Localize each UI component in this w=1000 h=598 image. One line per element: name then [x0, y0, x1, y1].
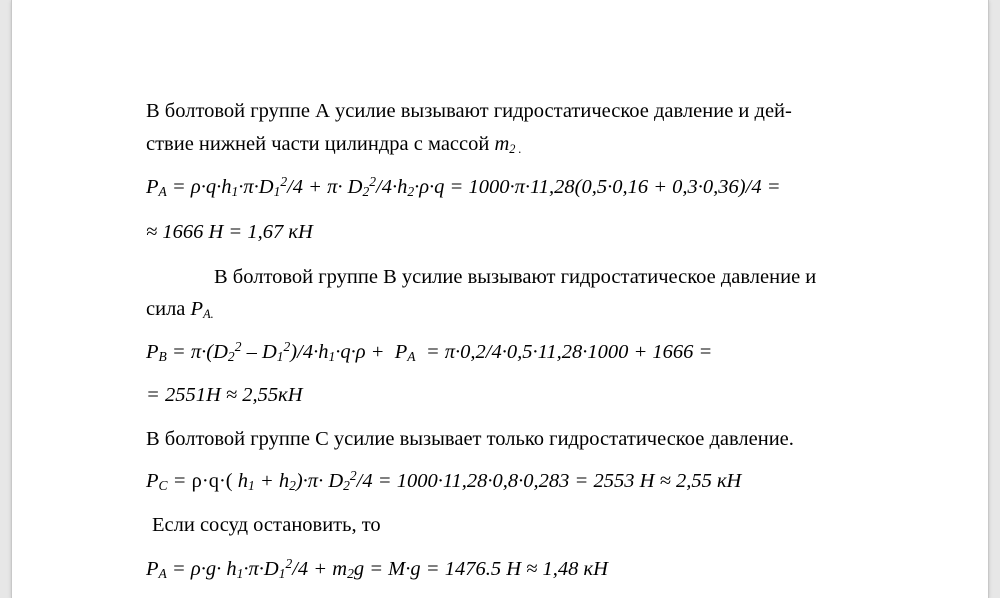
formula-pb: $P_B = \pi\cdot(D_2^2 - D_1^2)/4\cdot h_1\cdot q\cdot\rho + P_A = \pi\cdot 0,2/4\cdot 0,5\cdot 11,28\cdot 1000 + 1666$ = [146, 338, 713, 365]
text-line-1 [146, 100, 792, 124]
mass-symbol: $m_{2 .}$ [494, 133, 522, 157]
text-line-4-content: сила [146, 298, 191, 320]
formula-pa: $P_A = \rho\cdot q\cdot h_1\cdot\pi\cdot D_1^2/4 + \pi\cdot D_2^2/4\cdot h_2\cdot\rho\cdot q = 1000\cdot\pi\cdot 11,28(0,5\cdot 0,16 + 0,3\cdot 0,36)/4$ = [146, 173, 781, 200]
text-line-2-content: ствие нижней части цилиндра с массой [146, 133, 495, 155]
document-page [12, 0, 988, 598]
pa-symbol: $P_{A.}$ [190, 298, 214, 322]
formula-pa-stopped: $P_A = \rho\cdot g\cdot h_1\cdot\pi\cdot D_1^2/4 + m_2g = M\cdot g = 1476.5$ Н ≈ 1,48 кН [146, 555, 608, 582]
text-line-5-content: В болтовой группе С усилие вызывает только гидростатическое давление. [146, 428, 794, 450]
formula-pa-result: ≈ 1666 Н = 1,67 кН [146, 221, 313, 243]
text-line-3 [214, 266, 816, 290]
text-line-1-content: В болтовой группе А усилие вызывают гидростатическое давление и дей- [146, 100, 792, 122]
text-line-5 [146, 428, 794, 452]
text-line-3-content: В болтовой группе В усилие вызывают гидростатическое давление и [214, 266, 817, 288]
text-line-4 [146, 298, 214, 322]
text-line-2 [146, 133, 522, 157]
formula-pc: $P_C = \rho\cdot q\cdot$( $h_1 + h_2)\cdot\pi\cdot D_2^2/4 = 1000\cdot 11,28\cdot 0,8\cdot 0,283 = 2553$ Н ≈ 2,55 кН [146, 467, 742, 494]
text-line-6-content: Если сосуд остановить, то [152, 514, 381, 536]
text-line-6 [152, 514, 381, 538]
formula-pb-result: = 2551Н ≈ 2,55кН [146, 384, 303, 406]
